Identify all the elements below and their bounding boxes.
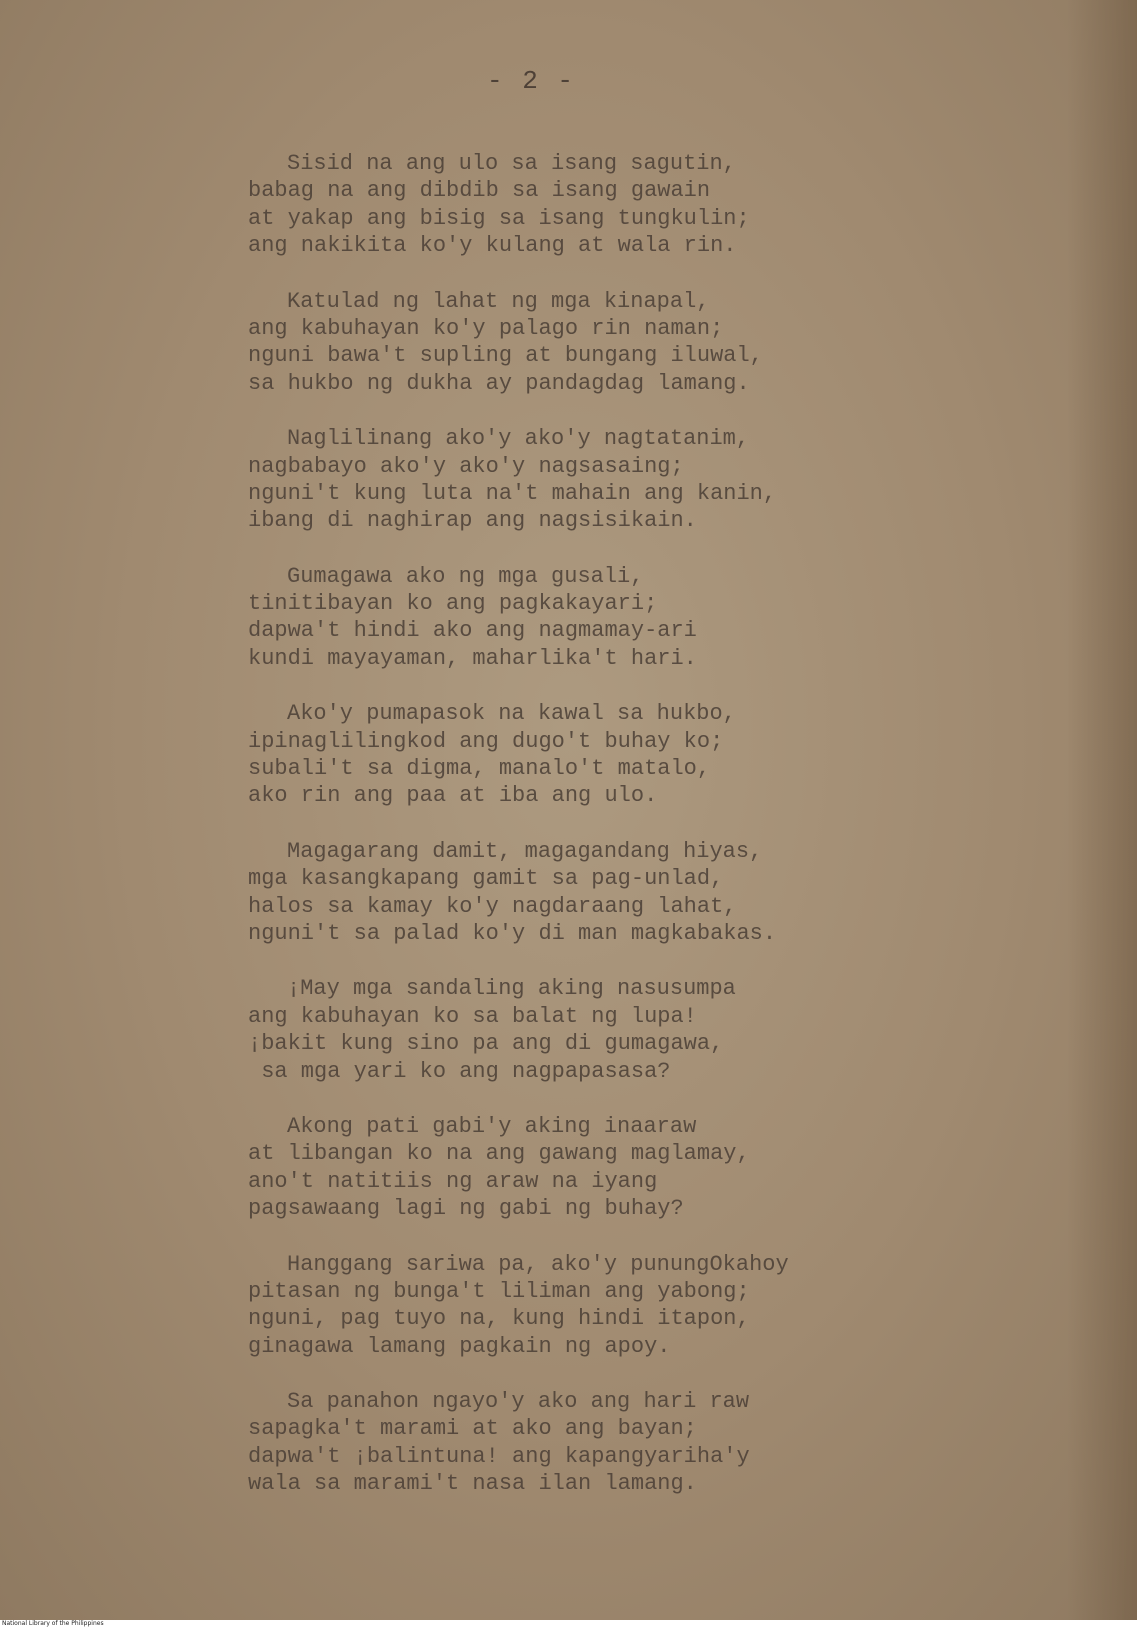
poem-line: wala sa marami't nasa ilan lamang. [248,1471,697,1497]
stanza-2 [248,288,808,398]
poem-line: Magagarang damit, magagandang hiyas, [287,838,763,864]
poem-line: subali't sa digma, manalo't matalo, [248,756,711,782]
poem-line: dapwa't hindi ako ang nagmamay-ari [248,618,697,644]
poem-line: Katulad ng lahat ng mga kinapal, [287,288,710,314]
poem-line: Akong pati gabi'y aking inaaraw [287,1113,697,1139]
poem-line: sapagka't marami at ako ang bayan; [248,1416,697,1442]
poem-line: ako rin ang paa at iba ang ulo. [248,783,658,809]
poem-line: ano't natitiis ng araw na iyang [248,1168,658,1194]
poem-line: sa hukbo ng dukha ay pandagdag lamang. [248,370,750,396]
poem-line: Ako'y pumapasok na kawal sa hukbo, [287,701,736,727]
poem-line: dapwa't ¡balintuna! ang kapangyariha'y [248,1443,750,1469]
stanza-4 [248,563,808,673]
poem-line: sa mga yari ko ang nagpapasasa? [248,1058,671,1084]
poem-line: Sa panahon ngayo'y ako ang hari raw [287,1389,750,1415]
poem-line: ibang di naghirap ang nagsisikain. [248,508,697,534]
poem-body [248,150,808,1526]
poem-line: Hanggang sariwa pa, ako'y punungOkahoy [287,1251,789,1277]
poem-line: nguni't kung luta na't mahain ang kanin, [248,480,777,506]
poem-line: babag na ang dibdib sa isang gawain [248,178,711,204]
poem-line: tinitibayan ko ang pagkakayari; [248,591,658,617]
poem-line: Gumagawa ako ng mga gusali, [287,563,644,589]
poem-line: nguni't sa palad ko'y di man magkabakas. [248,920,777,946]
poem-line: ginagawa lamang pagkain ng apoy. [248,1333,671,1359]
stanza-1 [248,150,808,260]
library-footer: National Library of the Philippines [2,1620,104,1627]
poem-line: nagbabayo ako'y ako'y nagsasaing; [248,453,684,479]
stanza-9 [248,1251,808,1361]
poem-line: ¡May mga sandaling aking nasusumpa [287,976,736,1002]
poem-line: Naglilinang ako'y ako'y nagtatanim, [287,426,750,452]
poem-line: pitasan ng bunga't liliman ang yabong; [248,1278,750,1304]
poem-line: mga kasangkapang gamit sa pag-unlad, [248,866,724,892]
poem-line: ipinaglilingkod ang dugo't buhay ko; [248,728,724,754]
poem-line: Sisid na ang ulo sa isang sagutin, [287,151,736,176]
stanza-6 [248,838,808,948]
poem-line: at yakap ang bisig sa isang tungkulin; [248,205,750,231]
stanza-3 [248,425,808,535]
stanza-10 [248,1388,808,1498]
stanza-5 [248,700,808,810]
poem-line: at libangan ko na ang gawang maglamay, [248,1141,750,1167]
poem-line: ang kabuhayan ko'y palago rin naman; [248,315,724,341]
poem-line: ¡bakit kung sino pa ang di gumagawa, [248,1031,724,1057]
poem-line: kundi mayayaman, maharlika't hari. [248,645,697,671]
poem-line: nguni bawa't supling at bungang iluwal, [248,343,763,369]
poem-line: ang nakikita ko'y kulang at wala rin. [248,233,737,259]
poem-line: pagsawaang lagi ng gabi ng buhay? [248,1196,684,1222]
poem-line: ang kabuhayan ko sa balat ng lupa! [248,1003,697,1029]
stanza-7 [248,975,808,1085]
poem-line: halos sa kamay ko'y nagdaraang lahat, [248,893,737,919]
stanza-8 [248,1113,808,1223]
page-number: - 2 - [487,66,576,96]
poem-line: nguni, pag tuyo na, kung hindi itapon, [248,1306,750,1332]
